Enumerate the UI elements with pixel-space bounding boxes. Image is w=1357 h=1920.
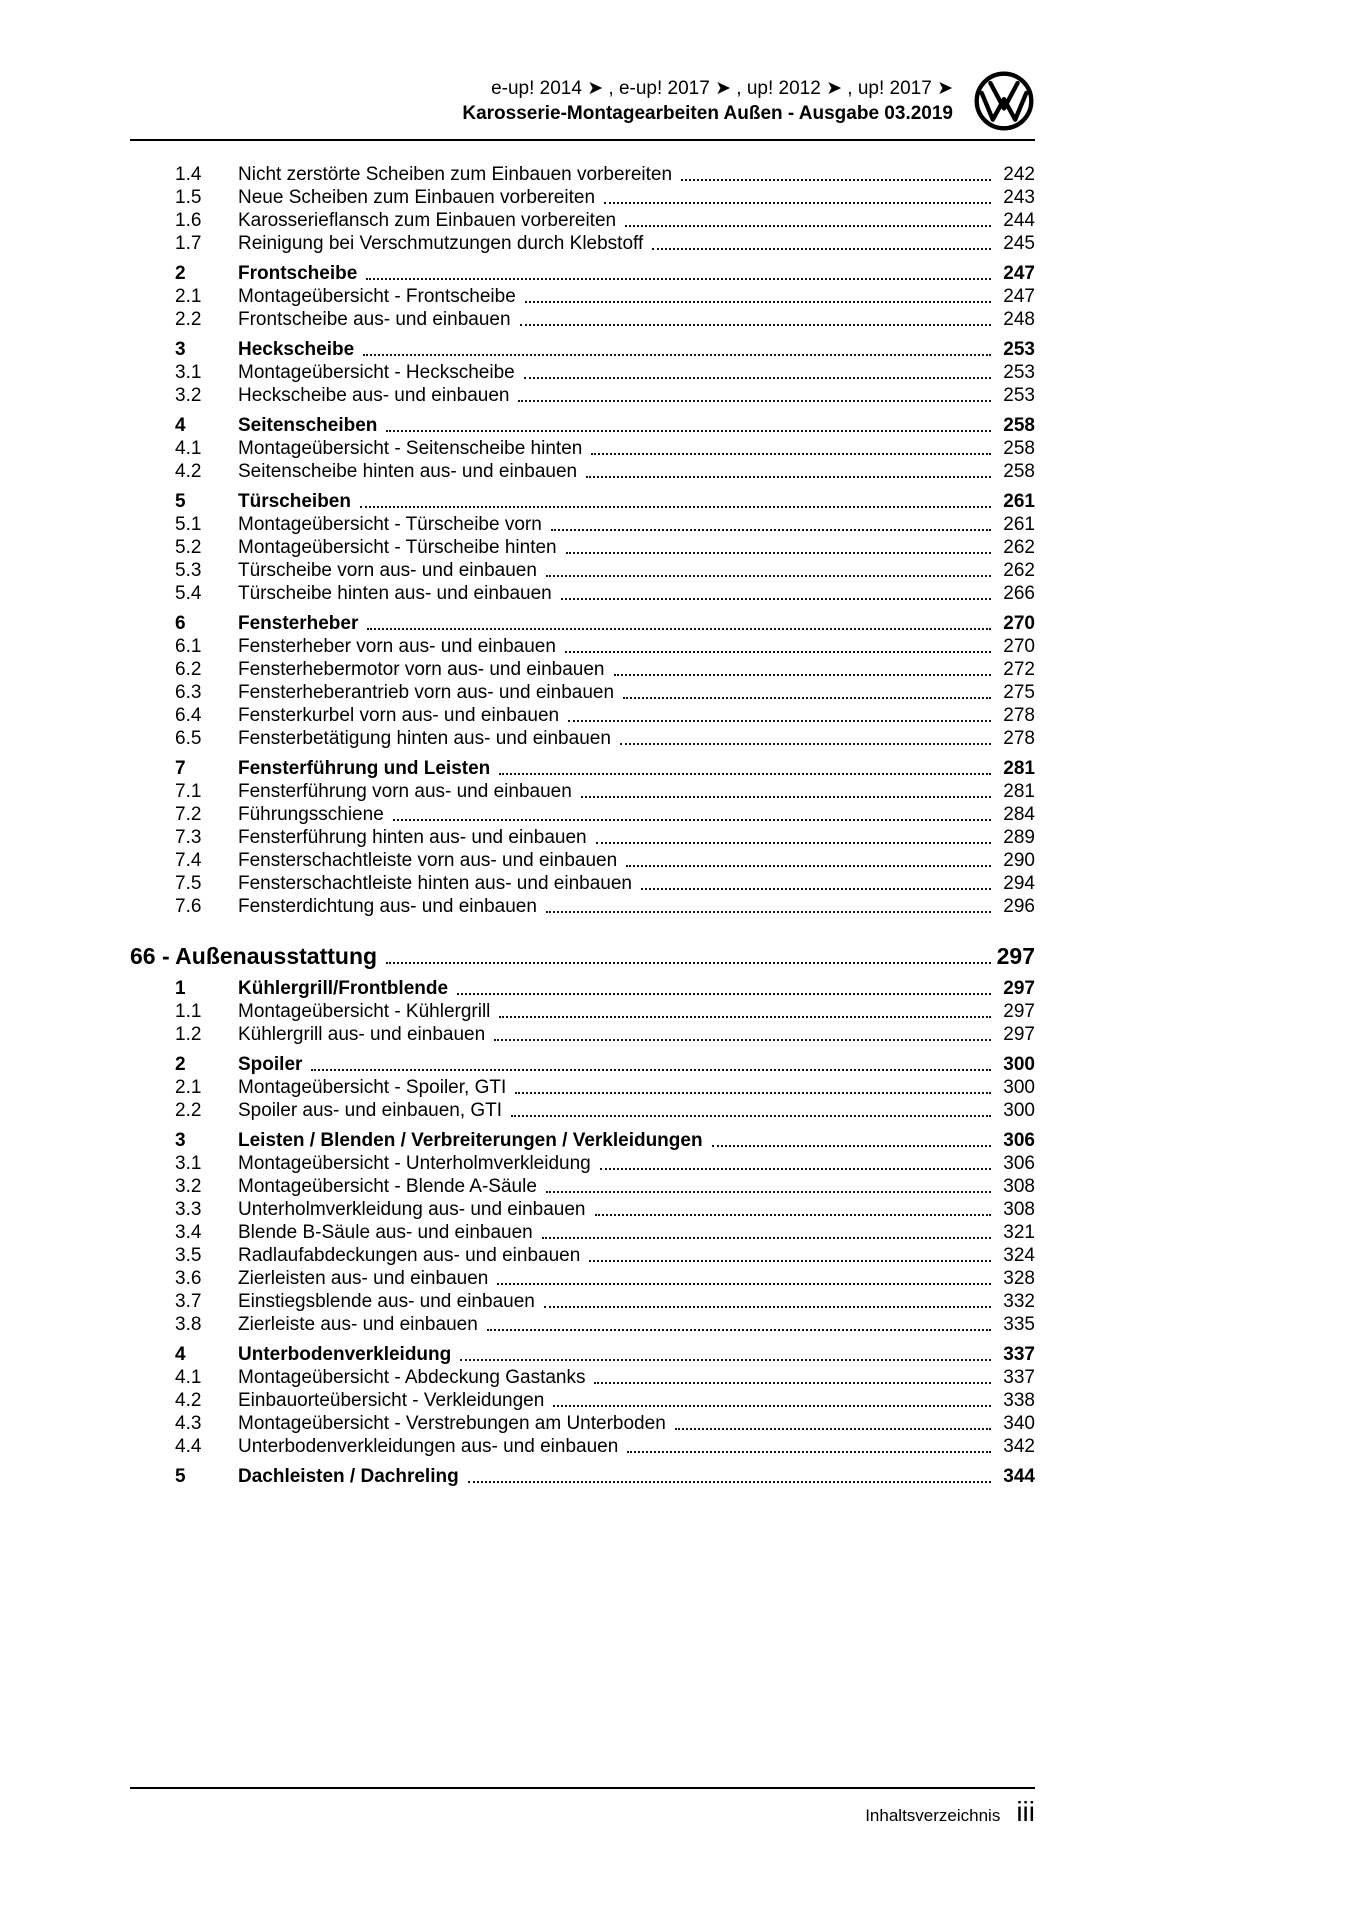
toc-entry-page: 308 bbox=[1003, 1176, 1035, 1197]
toc-row bbox=[130, 977, 1035, 1000]
toc-row bbox=[130, 1198, 1035, 1221]
toc-dotted-leader bbox=[586, 476, 991, 478]
toc-entry-title: Fensterheber vorn aus- und einbauen bbox=[238, 636, 556, 657]
toc-entry-page: 278 bbox=[1003, 705, 1035, 726]
toc-entry-number: 4.2 bbox=[175, 461, 202, 482]
toc-dotted-leader bbox=[681, 179, 991, 181]
toc-row bbox=[130, 1343, 1035, 1366]
toc-entry-title: Montageübersicht - Verstrebungen am Unterboden bbox=[238, 1413, 666, 1434]
toc-entry-number: 3.7 bbox=[175, 1291, 202, 1312]
toc-entry-title: Montageübersicht - Seitenscheibe hinten bbox=[238, 438, 583, 459]
toc-entry-page: 261 bbox=[1003, 491, 1035, 512]
toc-dotted-leader bbox=[499, 1016, 991, 1018]
toc-dotted-leader bbox=[594, 1382, 991, 1384]
toc-entry-title: Montageübersicht - Türscheibe hinten bbox=[238, 537, 557, 558]
toc-entry-number: 3 bbox=[175, 1130, 186, 1151]
toc-row bbox=[130, 163, 1035, 186]
toc-dotted-leader bbox=[460, 1359, 991, 1361]
toc-entry-number: 4 bbox=[175, 415, 186, 436]
toc-entry-number: 5 bbox=[175, 1466, 186, 1487]
toc-row bbox=[130, 942, 1035, 970]
toc-entry-title: 66 - Außenausstattung bbox=[130, 943, 378, 969]
toc-entry-title: Heckscheibe bbox=[238, 339, 355, 360]
toc-entry-title: Montageübersicht - Heckscheibe bbox=[238, 362, 515, 383]
toc-dotted-leader bbox=[457, 993, 991, 995]
toc-row bbox=[130, 1465, 1035, 1488]
toc-entry-page: 297 bbox=[996, 943, 1035, 969]
toc-entry-number: 3.8 bbox=[175, 1314, 202, 1335]
toc-dotted-leader bbox=[566, 552, 991, 554]
toc-row bbox=[130, 1099, 1035, 1122]
toc-entry-page: 253 bbox=[1003, 362, 1035, 383]
toc-entry-page: 332 bbox=[1003, 1291, 1035, 1312]
toc-entry-number: 1.2 bbox=[175, 1024, 202, 1045]
toc-entry-title: Türscheibe hinten aus- und einbauen bbox=[238, 583, 552, 604]
toc-entry-title: Einstiegsblende aus- und einbauen bbox=[238, 1291, 535, 1312]
toc-entry-page: 278 bbox=[1003, 728, 1035, 749]
toc-entry-title: Dachleisten / Dachreling bbox=[238, 1466, 459, 1487]
toc-dotted-leader bbox=[623, 697, 991, 699]
toc-row bbox=[130, 1412, 1035, 1435]
toc-entry-title: Heckscheibe aus- und einbauen bbox=[238, 385, 510, 406]
toc-entry-number: 4.3 bbox=[175, 1413, 202, 1434]
toc-entry-page: 294 bbox=[1003, 873, 1035, 894]
toc-dotted-leader bbox=[367, 628, 991, 630]
toc-entry-title: Fensterheberantrieb vorn aus- und einbauen bbox=[238, 682, 615, 703]
toc-entry-page: 308 bbox=[1003, 1199, 1035, 1220]
toc-entry-page: 338 bbox=[1003, 1390, 1035, 1411]
toc-dotted-leader bbox=[551, 529, 991, 531]
toc-row bbox=[130, 186, 1035, 209]
toc-entry-title: Frontscheibe bbox=[238, 263, 358, 284]
toc-entry-title: Fensterführung und Leisten bbox=[238, 758, 491, 779]
toc-dotted-leader bbox=[546, 1191, 991, 1193]
toc-row bbox=[130, 658, 1035, 681]
toc-entry-page: 297 bbox=[1003, 1024, 1035, 1045]
toc-row bbox=[130, 1221, 1035, 1244]
toc-entry-page: 244 bbox=[1003, 210, 1035, 231]
toc-entry-number: 5.1 bbox=[175, 514, 202, 535]
toc-entry-number: 3.2 bbox=[175, 1176, 202, 1197]
toc-entry-number: 3.2 bbox=[175, 385, 202, 406]
toc-row bbox=[130, 895, 1035, 918]
toc-entry-title: Montageübersicht - Abdeckung Gastanks bbox=[238, 1367, 586, 1388]
toc-entry-page: 261 bbox=[1003, 514, 1035, 535]
toc-dotted-leader bbox=[497, 1283, 991, 1285]
toc-dotted-leader bbox=[393, 819, 991, 821]
toc-entry-title: Radlaufabdeckungen aus- und einbauen bbox=[238, 1245, 581, 1266]
toc-row bbox=[130, 513, 1035, 536]
toc-dotted-leader bbox=[363, 354, 991, 356]
toc-row bbox=[130, 803, 1035, 826]
toc-dotted-leader bbox=[553, 1405, 991, 1407]
toc-row bbox=[130, 1267, 1035, 1290]
toc-entry-page: 266 bbox=[1003, 583, 1035, 604]
toc-dotted-leader bbox=[589, 1260, 991, 1262]
toc-dotted-leader bbox=[595, 1214, 991, 1216]
toc-row bbox=[130, 757, 1035, 780]
toc-dotted-leader bbox=[675, 1428, 991, 1430]
toc-entry-title: Unterholmverkleidung aus- und einbauen bbox=[238, 1199, 586, 1220]
toc-dotted-leader bbox=[604, 202, 991, 204]
toc-row bbox=[130, 490, 1035, 513]
toc-dotted-leader bbox=[600, 1168, 991, 1170]
toc-entry-page: 281 bbox=[1003, 758, 1035, 779]
toc-entry-title: Zierleisten aus- und einbauen bbox=[238, 1268, 489, 1289]
toc-entry-title: Einbauorteübersicht - Verkleidungen bbox=[238, 1390, 545, 1411]
toc-entry-number: 6.2 bbox=[175, 659, 202, 680]
toc-dotted-leader bbox=[641, 888, 991, 890]
toc-row bbox=[130, 1000, 1035, 1023]
toc-entry-title: Montageübersicht - Kühlergrill bbox=[238, 1001, 491, 1022]
toc-entry-page: 245 bbox=[1003, 233, 1035, 254]
toc-entry-title: Spoiler bbox=[238, 1054, 303, 1075]
toc-entry-title: Fensterdichtung aus- und einbauen bbox=[238, 896, 537, 917]
toc-entry-page: 270 bbox=[1003, 613, 1035, 634]
toc-row bbox=[130, 1023, 1035, 1046]
toc-row bbox=[130, 704, 1035, 727]
toc-row bbox=[130, 559, 1035, 582]
toc-entry-page: 289 bbox=[1003, 827, 1035, 848]
toc-dotted-leader bbox=[626, 865, 991, 867]
toc-entry-number: 1.1 bbox=[175, 1001, 202, 1022]
toc-entry-title: Fensterschachtleiste hinten aus- und einbauen bbox=[238, 873, 632, 894]
header-rule bbox=[130, 139, 1035, 141]
toc-entry-number: 1 bbox=[175, 978, 186, 999]
toc-entry-number: 5.2 bbox=[175, 537, 202, 558]
toc-entry-title: Unterbodenverkleidungen aus- und einbauen bbox=[238, 1436, 619, 1457]
toc-list bbox=[130, 163, 1035, 1488]
toc-entry-page: 272 bbox=[1003, 659, 1035, 680]
toc-dotted-leader bbox=[591, 453, 991, 455]
toc-entry-number: 4.2 bbox=[175, 1390, 202, 1411]
toc-row bbox=[130, 437, 1035, 460]
toc-entry-page: 281 bbox=[1003, 781, 1035, 802]
vw-logo-icon bbox=[973, 70, 1035, 132]
toc-entry-number: 2.2 bbox=[175, 309, 202, 330]
toc-dotted-leader bbox=[494, 1039, 991, 1041]
toc-entry-page: 324 bbox=[1003, 1245, 1035, 1266]
toc-entry-number: 3 bbox=[175, 339, 186, 360]
toc-entry-title: Reinigung bei Verschmutzungen durch Klebstoff bbox=[238, 233, 644, 254]
toc-row bbox=[130, 361, 1035, 384]
toc-entry-page: 340 bbox=[1003, 1413, 1035, 1434]
toc-row bbox=[130, 872, 1035, 895]
toc-entry-page: 247 bbox=[1003, 263, 1035, 284]
toc-entry-number: 1.5 bbox=[175, 187, 202, 208]
toc-row bbox=[130, 826, 1035, 849]
toc-dotted-leader bbox=[546, 575, 991, 577]
toc-dotted-leader bbox=[712, 1145, 991, 1147]
toc-entry-page: 297 bbox=[1003, 1001, 1035, 1022]
toc-dotted-leader bbox=[487, 1329, 991, 1331]
toc-entry-number: 7 bbox=[175, 758, 186, 779]
toc-entry-page: 300 bbox=[1003, 1100, 1035, 1121]
toc-row bbox=[130, 536, 1035, 559]
toc-entry-page: 262 bbox=[1003, 560, 1035, 581]
toc-entry-title: Fensterkurbel vorn aus- und einbauen bbox=[238, 705, 560, 726]
toc-dotted-leader bbox=[596, 842, 991, 844]
toc-row bbox=[130, 1313, 1035, 1336]
toc-entry-title: Fensterhebermotor vorn aus- und einbauen bbox=[238, 659, 605, 680]
toc-row bbox=[130, 582, 1035, 605]
toc-entry-number: 6.4 bbox=[175, 705, 202, 726]
toc-row bbox=[130, 1435, 1035, 1458]
toc-dotted-leader bbox=[499, 773, 991, 775]
toc-dotted-leader bbox=[311, 1069, 991, 1071]
toc-row bbox=[130, 308, 1035, 331]
toc-entry-number: 1.6 bbox=[175, 210, 202, 231]
toc-entry-page: 300 bbox=[1003, 1077, 1035, 1098]
toc-entry-number: 2.2 bbox=[175, 1100, 202, 1121]
toc-row bbox=[130, 232, 1035, 255]
toc-dotted-leader bbox=[520, 324, 991, 326]
toc-entry-page: 262 bbox=[1003, 537, 1035, 558]
toc-entry-page: 258 bbox=[1003, 438, 1035, 459]
toc-entry-title: Kühlergrill/Frontblende bbox=[238, 978, 449, 999]
toc-entry-number: 4.1 bbox=[175, 438, 202, 459]
toc-entry-title: Unterbodenverkleidung bbox=[238, 1344, 452, 1365]
toc-entry-page: 300 bbox=[1003, 1054, 1035, 1075]
toc-entry-number: 3.6 bbox=[175, 1268, 202, 1289]
toc-entry-page: 258 bbox=[1003, 461, 1035, 482]
toc-entry-page: 296 bbox=[1003, 896, 1035, 917]
toc-entry-title: Fensterführung vorn aus- und einbauen bbox=[238, 781, 572, 802]
toc-entry-number: 1.7 bbox=[175, 233, 202, 254]
toc-dotted-leader bbox=[542, 1237, 991, 1239]
toc-entry-page: 337 bbox=[1003, 1367, 1035, 1388]
toc-row bbox=[130, 681, 1035, 704]
toc-entry-title: Fensterbetätigung hinten aus- und einbauen bbox=[238, 728, 611, 749]
toc-entry-number: 1.4 bbox=[175, 164, 202, 185]
toc-dotted-leader bbox=[581, 796, 991, 798]
header-subtitle: Karosserie-Montagearbeiten Außen - Ausgabe 03.2019 bbox=[462, 103, 953, 124]
toc-row bbox=[130, 460, 1035, 483]
toc-entry-title: Montageübersicht - Frontscheibe bbox=[238, 286, 516, 307]
footer-label: Inhaltsverzeichnis bbox=[865, 1806, 1001, 1825]
toc-entry-title: Führungsschiene bbox=[238, 804, 384, 825]
toc-entry-page: 297 bbox=[1003, 978, 1035, 999]
toc-dotted-leader bbox=[386, 962, 991, 964]
toc-row bbox=[130, 727, 1035, 750]
toc-entry-number: 5.3 bbox=[175, 560, 202, 581]
toc-entry-page: 243 bbox=[1003, 187, 1035, 208]
toc-row bbox=[130, 1175, 1035, 1198]
toc-row bbox=[130, 612, 1035, 635]
toc-row bbox=[130, 1076, 1035, 1099]
toc-dotted-leader bbox=[546, 911, 991, 913]
toc-row bbox=[130, 1053, 1035, 1076]
toc-entry-number: 6.3 bbox=[175, 682, 202, 703]
toc-entry-title: Karosserieflansch zum Einbauen vorbereiten bbox=[238, 210, 617, 231]
toc-entry-page: 275 bbox=[1003, 682, 1035, 703]
toc-entry-title: Montageübersicht - Spoiler, GTI bbox=[238, 1077, 507, 1098]
toc-dotted-leader bbox=[614, 674, 991, 676]
toc-row bbox=[130, 384, 1035, 407]
toc-entry-title: Fensterschachtleiste vorn aus- und einbauen bbox=[238, 850, 618, 871]
toc-entry-page: 258 bbox=[1003, 415, 1035, 436]
toc-entry-title: Leisten / Blenden / Verbreiterungen / Verkleidungen bbox=[238, 1130, 703, 1151]
toc-entry-page: 290 bbox=[1003, 850, 1035, 871]
toc-entry-title: Seitenscheiben bbox=[238, 415, 378, 436]
toc-entry-title: Spoiler aus- und einbauen, GTI bbox=[238, 1100, 503, 1121]
toc-entry-number: 7.3 bbox=[175, 827, 202, 848]
toc-row bbox=[130, 1389, 1035, 1412]
toc-entry-page: 335 bbox=[1003, 1314, 1035, 1335]
toc-entry-number: 2.1 bbox=[175, 1077, 202, 1098]
toc-dotted-leader bbox=[620, 743, 991, 745]
page-header bbox=[130, 0, 1035, 132]
toc-row bbox=[130, 1244, 1035, 1267]
toc-entry-page: 306 bbox=[1003, 1130, 1035, 1151]
toc-entry-title: Seitenscheibe hinten aus- und einbauen bbox=[238, 461, 578, 482]
toc-entry-title: Montageübersicht - Unterholmverkleidung bbox=[238, 1153, 591, 1174]
toc-entry-number: 5 bbox=[175, 491, 186, 512]
toc-entry-title: Türscheiben bbox=[238, 491, 351, 512]
toc-dotted-leader bbox=[565, 651, 991, 653]
toc-row bbox=[130, 209, 1035, 232]
toc-entry-number: 2 bbox=[175, 1054, 186, 1075]
toc-entry-title: Fensterführung hinten aus- und einbauen bbox=[238, 827, 587, 848]
toc-entry-number: 7.4 bbox=[175, 850, 202, 871]
toc-entry-page: 306 bbox=[1003, 1153, 1035, 1174]
toc-dotted-leader bbox=[524, 377, 991, 379]
toc-row bbox=[130, 635, 1035, 658]
toc-entry-title: Montageübersicht - Blende A-Säule bbox=[238, 1176, 537, 1197]
toc-entry-title: Fensterheber bbox=[238, 613, 359, 634]
toc-entry-number: 6 bbox=[175, 613, 186, 634]
toc-dotted-leader bbox=[568, 720, 991, 722]
toc-entry-title: Türscheibe vorn aus- und einbauen bbox=[238, 560, 537, 581]
toc-entry-title: Frontscheibe aus- und einbauen bbox=[238, 309, 511, 330]
toc-entry-page: 328 bbox=[1003, 1268, 1035, 1289]
toc-entry-page: 253 bbox=[1003, 385, 1035, 406]
toc-dotted-leader bbox=[627, 1451, 991, 1453]
toc-entry-title: Zierleiste aus- und einbauen bbox=[238, 1314, 478, 1335]
toc-dotted-leader bbox=[366, 278, 991, 280]
toc-entry-page: 242 bbox=[1003, 164, 1035, 185]
toc-entry-number: 2 bbox=[175, 263, 186, 284]
toc-entry-number: 7.1 bbox=[175, 781, 202, 802]
toc-dotted-leader bbox=[468, 1481, 991, 1483]
page-content bbox=[130, 0, 1035, 1488]
toc-row bbox=[130, 849, 1035, 872]
page-footer bbox=[130, 1787, 1035, 1826]
toc-entry-page: 247 bbox=[1003, 286, 1035, 307]
toc-entry-number: 5.4 bbox=[175, 583, 202, 604]
toc-entry-number: 6.1 bbox=[175, 636, 202, 657]
toc-dotted-leader bbox=[511, 1115, 991, 1117]
toc-entry-number: 4.4 bbox=[175, 1436, 202, 1457]
toc-entry-number: 3.1 bbox=[175, 362, 202, 383]
toc-entry-number: 2.1 bbox=[175, 286, 202, 307]
toc-entry-number: 6.5 bbox=[175, 728, 202, 749]
toc-entry-title: Neue Scheiben zum Einbauen vorbereiten bbox=[238, 187, 596, 208]
toc-entry-number: 3.5 bbox=[175, 1245, 202, 1266]
toc-entry-page: 284 bbox=[1003, 804, 1035, 825]
toc-entry-page: 337 bbox=[1003, 1344, 1035, 1365]
toc-row bbox=[130, 285, 1035, 308]
toc-entry-page: 270 bbox=[1003, 636, 1035, 657]
toc-entry-page: 321 bbox=[1003, 1222, 1035, 1243]
toc-dotted-leader bbox=[386, 430, 991, 432]
toc-entry-number: 4 bbox=[175, 1344, 186, 1365]
toc-row bbox=[130, 1152, 1035, 1175]
toc-dotted-leader bbox=[652, 248, 991, 250]
toc-entry-title: Nicht zerstörte Scheiben zum Einbauen vorbereiten bbox=[238, 164, 673, 185]
toc-row bbox=[130, 338, 1035, 361]
toc-entry-page: 344 bbox=[1003, 1466, 1035, 1487]
toc-entry-page: 248 bbox=[1003, 309, 1035, 330]
toc-row bbox=[130, 262, 1035, 285]
toc-row bbox=[130, 780, 1035, 803]
toc-entry-title: Blende B-Säule aus- und einbauen bbox=[238, 1222, 533, 1243]
toc-row bbox=[130, 414, 1035, 437]
toc-entry-number: 4.1 bbox=[175, 1367, 202, 1388]
toc-entry-title: Montageübersicht - Türscheibe vorn bbox=[238, 514, 542, 535]
toc-entry-number: 7.2 bbox=[175, 804, 202, 825]
toc-entry-number: 3.4 bbox=[175, 1222, 202, 1243]
toc-row bbox=[130, 1366, 1035, 1389]
toc-row bbox=[130, 1290, 1035, 1313]
toc-dotted-leader bbox=[544, 1306, 991, 1308]
toc-entry-number: 3.1 bbox=[175, 1153, 202, 1174]
toc-entry-number: 7.6 bbox=[175, 896, 202, 917]
header-models: e-up! 2014 ➤ , e-up! 2017 ➤ , up! 2012 ➤ , up! 2017 ➤ bbox=[491, 78, 953, 99]
toc-entry-title: Kühlergrill aus- und einbauen bbox=[238, 1024, 486, 1045]
toc-entry-page: 253 bbox=[1003, 339, 1035, 360]
toc-dotted-leader bbox=[515, 1092, 991, 1094]
toc-entry-page: 342 bbox=[1003, 1436, 1035, 1457]
toc-dotted-leader bbox=[525, 301, 991, 303]
toc-dotted-leader bbox=[561, 598, 991, 600]
toc-dotted-leader bbox=[518, 400, 991, 402]
toc-entry-number: 3.3 bbox=[175, 1199, 202, 1220]
toc-entry-number: 7.5 bbox=[175, 873, 202, 894]
toc-row bbox=[130, 1129, 1035, 1152]
header-text bbox=[462, 76, 953, 126]
toc-dotted-leader bbox=[360, 506, 991, 508]
toc-dotted-leader bbox=[625, 225, 991, 227]
footer-page-number: iii bbox=[1016, 1796, 1035, 1827]
